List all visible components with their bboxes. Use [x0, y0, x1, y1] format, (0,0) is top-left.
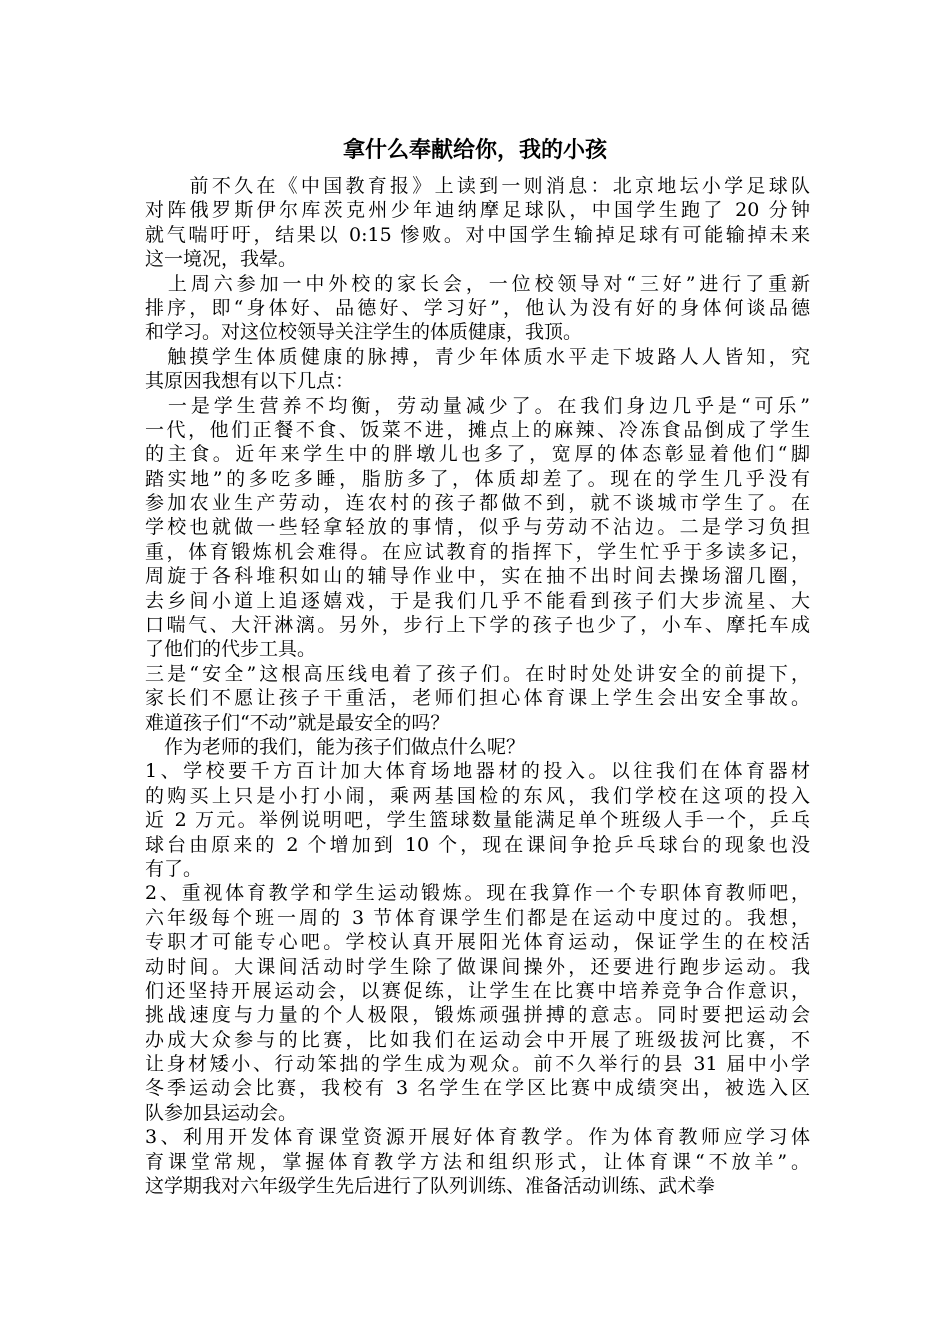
text-line: 让身材矮小、行动笨拙的学生成为观众。前不久举行的县 31 届中小学 [145, 1053, 810, 1076]
text-line: 作为老师的我们，能为孩子们做点什么呢？ [145, 735, 526, 758]
text-line: 的购买上只是小打小闹，乘两基国检的东风，我们学校在这项的投入 [145, 784, 810, 807]
text-line: 去乡间小道上追逐嬉戏，于是我们几乎不能看到孩子们大步流星、大 [145, 589, 810, 612]
paragraph [145, 881, 810, 1125]
text-line: 触摸学生体质健康的脉搏，青少年体质水平走下坡路人人皆知，究 [145, 345, 810, 368]
text-line: 口喘气、大汗淋漓。另外，步行上下学的孩子也少了，小车、摩托车成 [145, 614, 810, 637]
paragraph [145, 662, 810, 735]
text-line: 重，体育锻炼机会难得。在应试教育的指挥下，学生忙乎于多读多记， [145, 540, 810, 563]
text-line: 了他们的代步工具。 [145, 638, 317, 661]
text-line: 有了。 [145, 857, 203, 880]
text-line: 六年级每个班一周的 3 节体育课学生们都是在运动中度过的。我想， [145, 906, 810, 929]
paragraph [145, 174, 810, 272]
text-line: 对阵俄罗斯伊尔库茨克州少年迪纳摩足球队，中国学生跑了 20 分钟 [145, 199, 810, 222]
paragraph [145, 394, 810, 662]
text-line: 1、学校要千方百计加大体育场地器材的投入。以往我们在体育器材 [145, 760, 810, 783]
text-line: 一是学生营养不均衡，劳动量减少了。在我们身边几乎是“可乐” [145, 394, 810, 417]
paragraph [145, 345, 810, 394]
text-line: 三是“安全”这根高压线电着了孩子们。在时时处处讲安全的前提下， [145, 662, 810, 685]
text-line: 排序，即“身体好、品德好、学习好”，他认为没有好的身体何谈品德 [145, 296, 810, 319]
text-line: 2、重视体育教学和学生运动锻炼。现在我算作一个专职体育教师吧， [145, 882, 810, 905]
text-line: 近 2 万元。举例说明吧，学生篮球数量能满足单个班级人手一个，乒乓 [145, 809, 810, 832]
text-line: 踏实地”的多吃多睡，脂肪多了，体质却差了。现在的学生几乎没有 [145, 467, 810, 490]
text-line: 专职才可能专心吧。学校认真开展阳光体育运动，保证学生的在校活 [145, 931, 810, 954]
paragraph [145, 759, 810, 881]
text-line: 其原因我想有以下几点： [145, 370, 355, 393]
text-line: 和学习。对这位校领导关注学生的体质健康，我顶。 [145, 321, 583, 344]
text-line: 这一境况，我晕。 [145, 248, 298, 271]
text-line: 上周六参加一中外校的家长会，一位校领导对“三好”进行了重新 [145, 272, 810, 295]
document-body [145, 174, 810, 1198]
document-title: 拿什么奉献给你，我的小孩 [342, 138, 607, 163]
paragraph [145, 1125, 810, 1198]
text-line: 们还坚持开展运动会，以赛促练，让学生在比赛中培养竞争合作意识， [145, 979, 810, 1002]
text-line: 3、利用开发体育课堂资源开展好体育教学。作为体育教师应学习体 [145, 1126, 810, 1149]
text-line: 育课堂常规，掌握体育教学方法和组织形式，让体育课“不放羊”。 [145, 1150, 810, 1173]
text-line: 队参加县运动会。 [145, 1101, 298, 1124]
text-line: 挑战速度与力量的个人极限，锻炼顽强拼搏的意志。同时要把运动会 [145, 1004, 810, 1027]
text-line: 前不久在《中国教育报》上读到一则消息：北京地坛小学足球队 [145, 175, 810, 197]
text-line: 参加农业生产劳动，连农村的孩子都做不到，就不谈城市学生了。在 [145, 492, 810, 515]
text-line: 就气喘吁吁，结果以 0:15 惨败。对中国学生输掉足球有可能输掉未来 [145, 223, 810, 246]
text-line: 的主食。近年来学生中的胖墩儿也多了，宽厚的体态彰显着他们“脚 [145, 443, 810, 466]
text-line: 一代，他们正餐不食、饭菜不进，摊点上的麻辣、冷冻食品倒成了学生 [145, 418, 810, 441]
text-line: 学校也就做一些轻拿轻放的事情，似乎与劳动不沾边。二是学习负担 [145, 516, 810, 539]
text-line: 家长们不愿让孩子干重活，老师们担心体育课上学生会出安全事故。 [145, 687, 810, 710]
text-line: 球台由原来的 2 个增加到 10 个，现在课间争抢乒乓球台的现象也没 [145, 833, 810, 856]
paragraph [145, 272, 810, 345]
text-line: 冬季运动会比赛，我校有 3 名学生在学区比赛中成绩突出，被选入区 [145, 1077, 810, 1100]
text-line: 难道孩子们“不动”就是最安全的吗？ [145, 711, 450, 734]
text-line: 周旋于各科堆积如山的辅导作业中，实在抽不出时间去操场溜几圈， [145, 565, 810, 588]
text-line: 动时间。大课间活动时学生除了做课间操外，还要进行跑步运动。我 [145, 955, 810, 978]
text-line: 办成大众参与的比赛，比如我们在运动会中开展了班级拔河比赛，不 [145, 1028, 810, 1051]
text-line: 这学期我对六年级学生先后进行了队列训练、准备活动训练、武术拳 [145, 1175, 716, 1198]
paragraph [145, 735, 810, 759]
